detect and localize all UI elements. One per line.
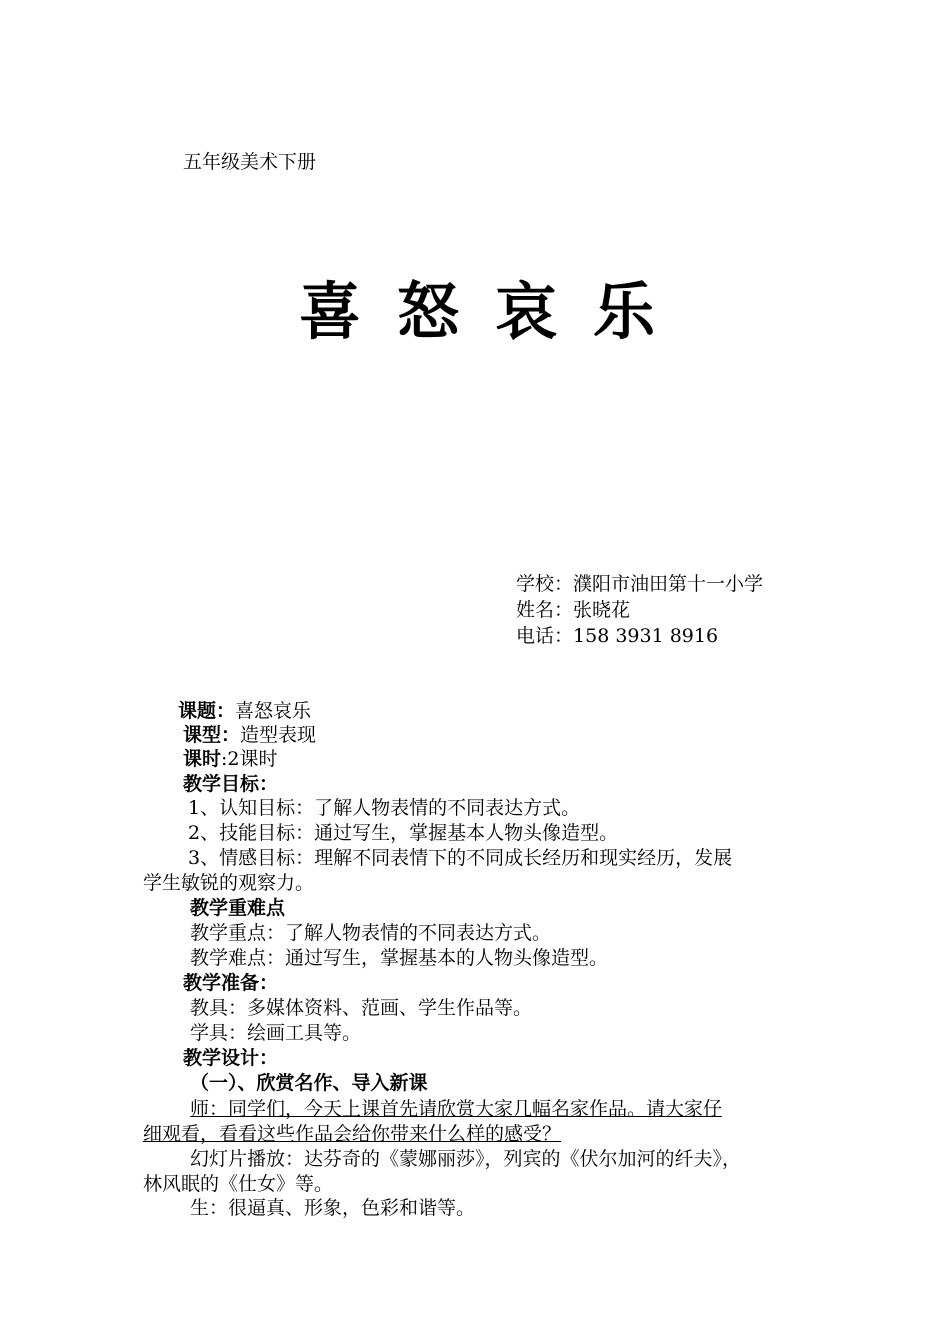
key-point: 教学重点：了解人物表情的不同表达方式。: [190, 922, 552, 944]
school-label: 学校：: [516, 573, 574, 595]
teacher-prompt-line-2: 细观看，看看这些作品会给你带来什么样的感受？: [143, 1123, 562, 1145]
hours-label: 课时: [183, 748, 222, 770]
name-label: 姓名：: [516, 599, 574, 621]
student-answer: 生：很逼真、形象，色彩和谐等。: [190, 1197, 476, 1219]
document-title: 喜怒哀乐: [298, 275, 691, 348]
slide-line-2: 林风眠的《仕女》等。: [143, 1173, 334, 1195]
name-value: 张晓花: [573, 599, 631, 621]
objective-1: 1、认知目标：了解人物表情的不同表达方式。: [188, 797, 581, 819]
section-1-heading: （一）、欣赏名作、导入新课: [190, 1072, 428, 1094]
phone-value: 158 3931 8916: [573, 625, 719, 647]
topic-value: 喜怒哀乐: [235, 700, 312, 722]
teacher-prompt-line-1: 师：同学们，今天上课首先请欣赏大家几幅名家作品。请大家仔: [190, 1098, 723, 1120]
grade-label: 五年级美术下册: [183, 151, 317, 173]
teacher-tools: 教具：多媒体资料、范画、学生作品等。: [190, 997, 533, 1019]
school-value: 濮阳市油田第十一小学: [573, 573, 764, 595]
objectives-heading: 教学目标：: [183, 773, 279, 795]
phone-label: 电话：: [516, 625, 574, 647]
topic-line: [178, 699, 311, 723]
difficult-point: 教学难点：通过写生，掌握基本的人物头像造型。: [190, 947, 609, 969]
type-label: 课型：: [183, 724, 241, 746]
student-tools: 学具：绘画工具等。: [190, 1022, 362, 1044]
topic-label: 课题：: [178, 700, 236, 722]
type-value: 造型表现: [240, 724, 317, 746]
type-line: [183, 723, 316, 747]
hours-line: [183, 747, 278, 771]
key-heading: 教学重难点: [190, 897, 286, 919]
design-heading: 教学设计：: [183, 1047, 279, 1069]
objective-3-line-1: 3、情感目标：理解不同表情下的不同成长经历和现实经历，发展: [188, 847, 733, 869]
prep-heading: 教学准备：: [183, 972, 279, 994]
hours-value: :2课时: [221, 748, 278, 770]
school-line: [516, 572, 763, 596]
slide-line-1: 幻灯片播放：达芬奇的《蒙娜丽莎》，列宾的《伏尔加河的纤夫》，: [190, 1148, 742, 1170]
objective-3-line-2: 学生敏锐的观察力。: [143, 872, 315, 894]
objective-2: 2、技能目标：通过写生，掌握基本人物头像造型。: [188, 822, 619, 844]
name-line: [516, 598, 630, 622]
phone-line: [516, 624, 718, 648]
